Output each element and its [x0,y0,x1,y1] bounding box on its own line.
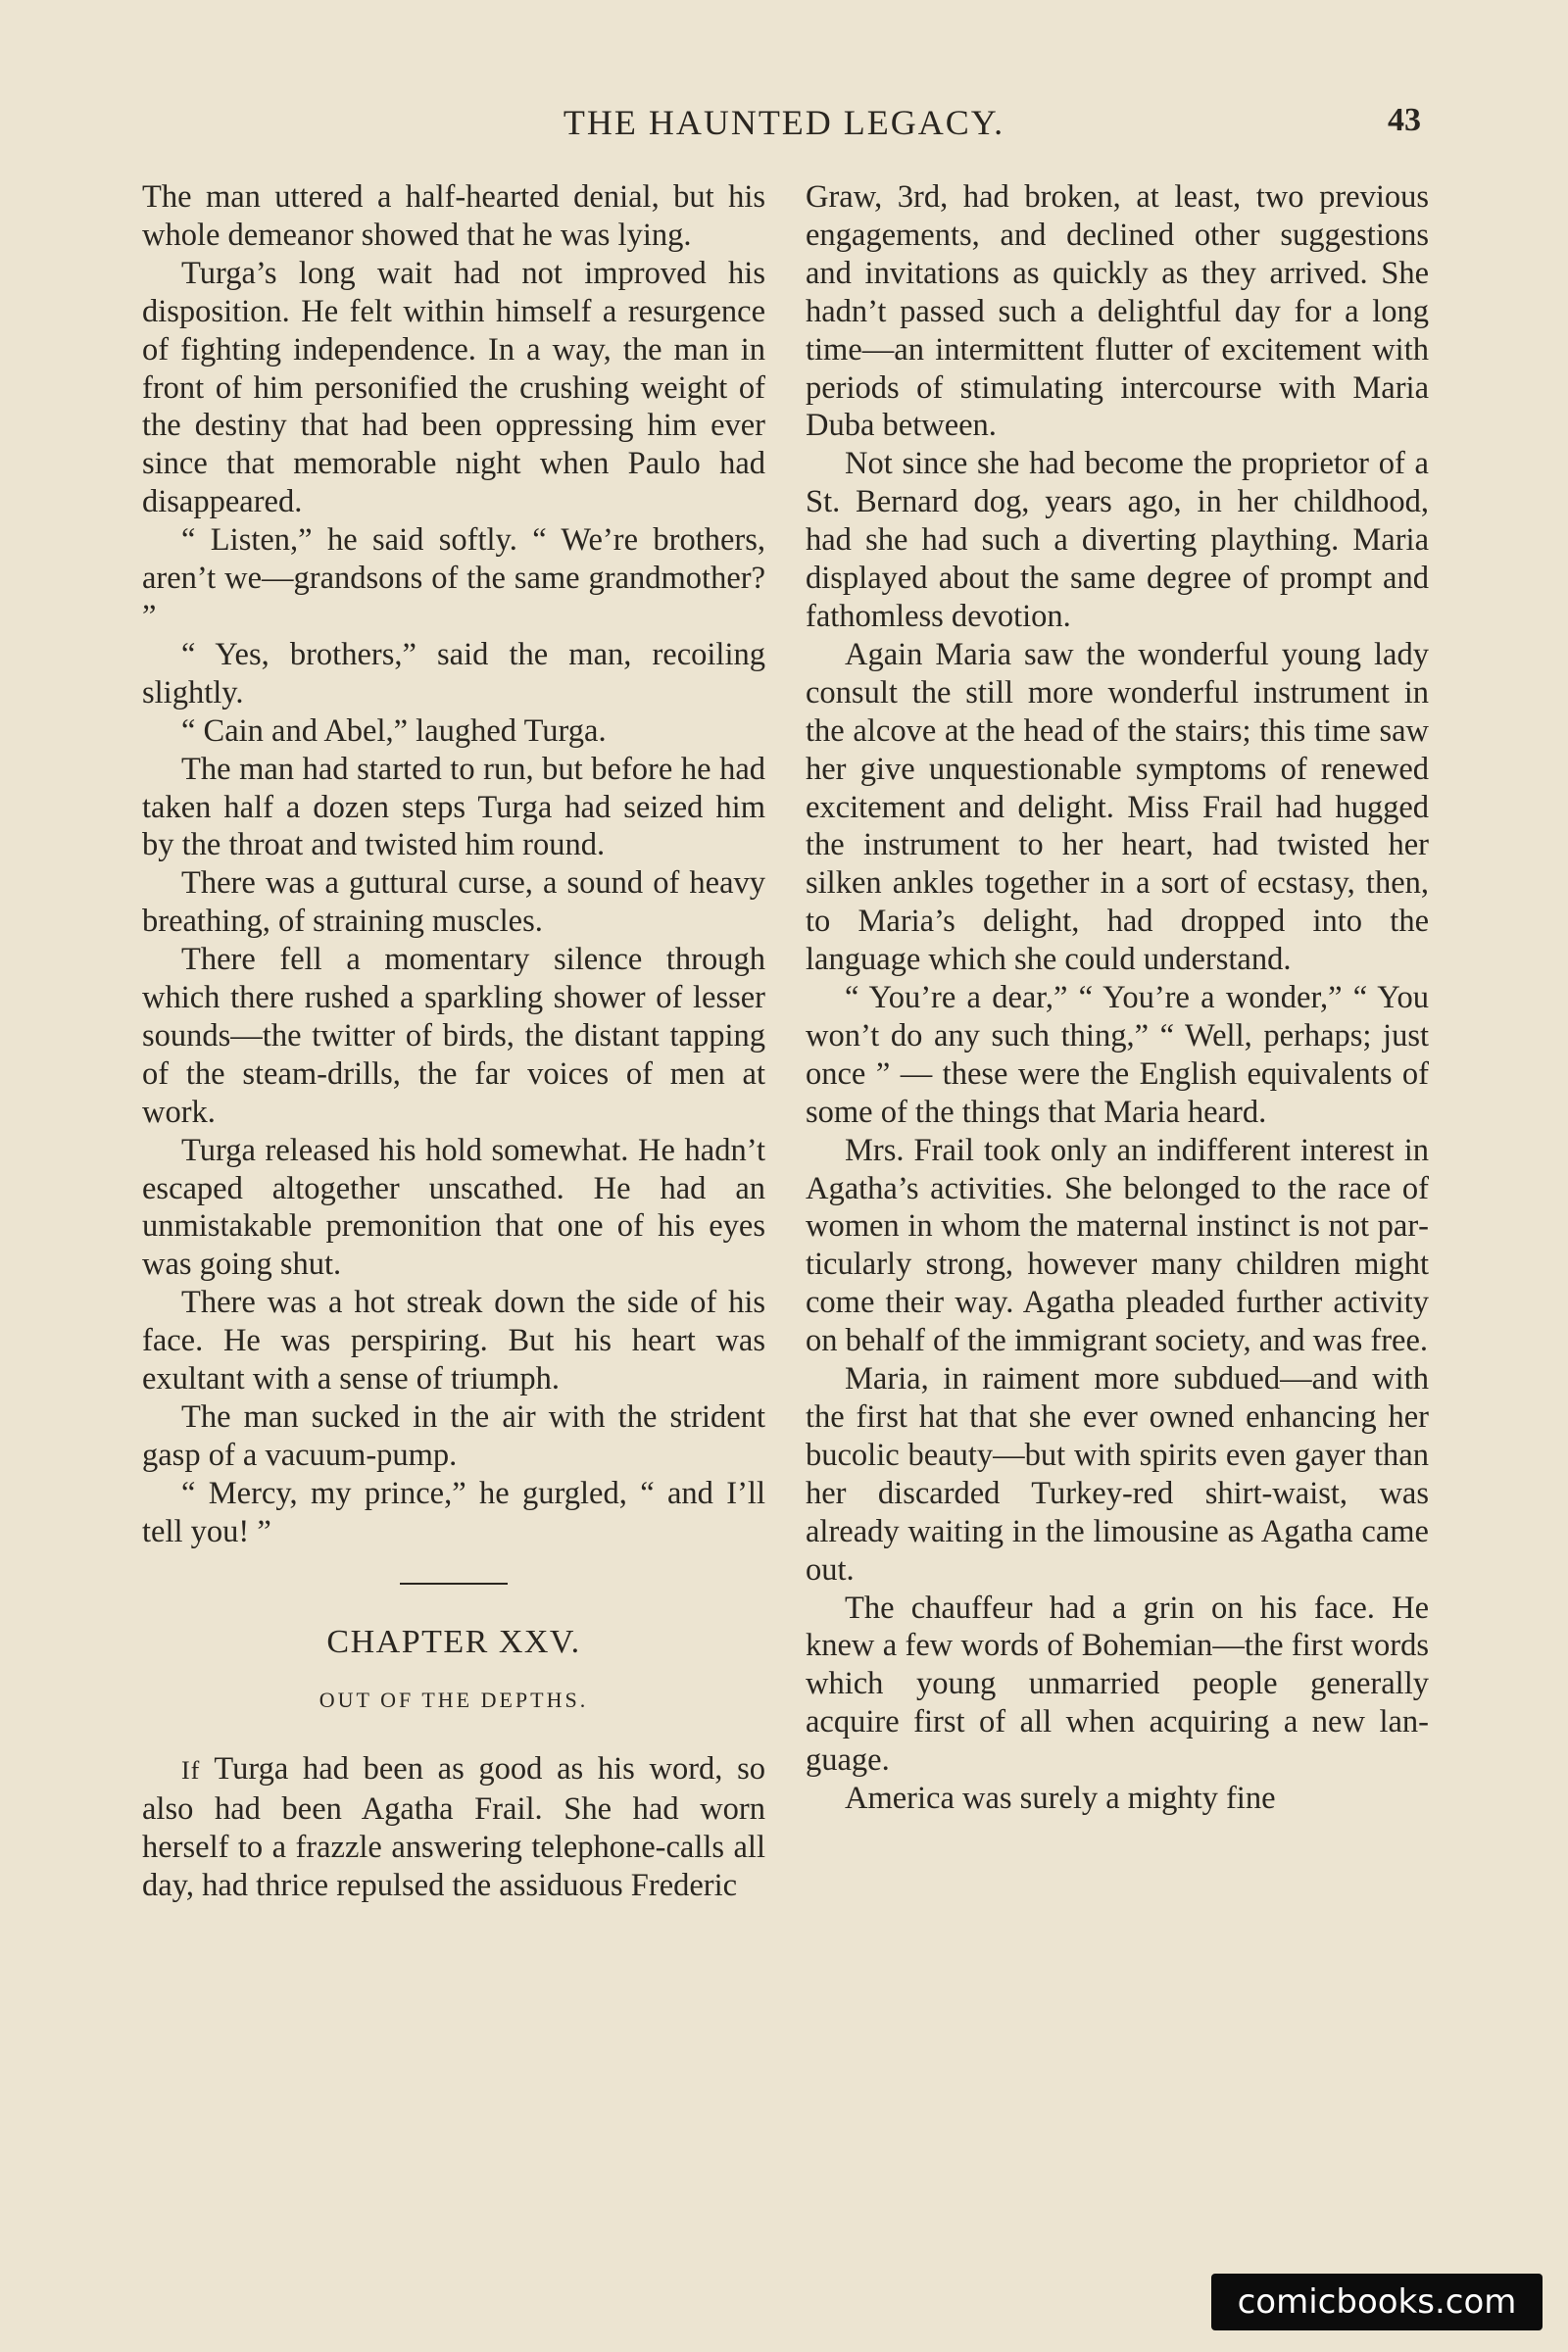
paragraph: Maria, in raiment more subdued—and with the first hat that she ever owned enhancing her bucolic beauty—but with spirits even gayer than her discarded Turkey-red shirt-waist, was already waiting in the limousine as Agatha came out. [806,1361,1429,1588]
paragraph: Turga’s long wait had not improved his disposition. He felt within himself a resurgence of fighting independence. In a way, the man in front of him personified the crushing weight of the destiny that had been oppressing him ever since that memorable night when Paulo had disappeared. [142,255,765,520]
paragraph: “ Listen,” he said softly. “ We’re brothers, aren’t we—grandsons of the same grandmother? ” [142,522,765,634]
site-watermark: comicbooks.com [1211,2274,1543,2330]
paragraph: Again Maria saw the wonderful young lady consult the still more wonderful instrument in the alcove at the head of the stairs; this time saw her give unquestionable symptoms of renewed excitement and delight. Miss Frail had hugged the instrument to her heart, had twisted her silken ankles together in a sort of ecstasy, then, to Maria’s delight, had dropped into the language which she could understand. [806,636,1429,978]
running-head [147,102,1421,141]
paragraph: Turga released his hold somewhat. He hadn’t escaped altogether unscathed. He had an unmistakable premonition that one of his eyes was going shut. [142,1132,765,1283]
paragraph: There was a guttural curse, a sound of heavy breathing, of straining muscles. [142,865,765,940]
page-number: 43 [1388,102,1421,138]
paragraph: “ Yes, brothers,” said the man, recoiling slightly. [142,636,765,710]
paragraph: Mrs. Frail took only an indifferent interest in Agatha’s activities. She belonged to the race of women in whom the maternal instinct is not particularly strong, however many children might come their way. Agatha pleaded further activity on behalf of the immigrant society, and was free. [806,1132,1429,1359]
chapter-opening-paragraph [142,1750,765,1905]
paragraph: “ You’re a dear,” “ You’re a wonder,” “ You won’t do any such thing,” “ Well, perhaps; just once ” — these were the English equivalents of some of the things that Maria heard. [806,980,1429,1130]
paragraph: The man uttered a half-hearted denial, but his whole demeanor showed that he was lying. [142,179,765,253]
running-title: THE HAUNTED LEGACY. [563,103,1005,142]
chapter-heading: CHAPTER XXV. [326,1623,581,1660]
paragraph: America was surely a mighty fine [845,1781,1276,1817]
left-column [142,178,765,1905]
section-divider [400,1583,508,1585]
chapter-subtitle: OUT OF THE DEPTHS. [318,1687,589,1712]
paragraph: “ Mercy, my prince,” he gurgled, “ and I’ll tell you! ” [142,1475,765,1549]
paragraph: The man had started to run, but before he had taken half a dozen steps Turga had seized him by the throat and twisted him round. [142,751,765,863]
opening-text: Turga had been as good as his word, so also had been Agatha Frail. She had worn herself to a frazzle answering telephone-calls all day, had thrice repulsed the assiduous Frederic [142,1751,765,1904]
paragraph: The man sucked in the air with the strident gasp of a vacuum-pump. [142,1399,765,1473]
paragraph: Not since she had become the proprietor of a St. Bernard dog, years ago, in her childhood, had she had such a diverting plaything. Maria displayed about the same degree of prompt and fathomless devotion. [806,446,1429,634]
paragraph: There was a hot streak down the side of his face. He was perspiring. But his heart was exultant with a sense of triumph. [142,1285,765,1397]
opening-word: If [181,1756,201,1786]
paragraph: There fell a momentary silence through which there rushed a sparkling shower of lesser sounds—the twitter of birds, the distant tapping of the steam-drills, the far voices of men at work. [142,942,765,1130]
paragraph: The chauffeur had a grin on his face. He knew a few words of Bohemian—the first words which young unmarried people generally acquire first of all when acquiring a new language. [806,1590,1429,1779]
paragraph: Graw, 3rd, had broken, at least, two previous engagements, and declined other suggestions and invitations as quickly as they arrived. She hadn’t passed such a delightful day for a long time—an intermittent flutter of excitement with periods of stimulating intercourse with Maria Duba between. [806,179,1429,444]
paragraph: “ Cain and Abel,” laughed Turga. [181,712,607,749]
right-column [806,178,1429,1818]
